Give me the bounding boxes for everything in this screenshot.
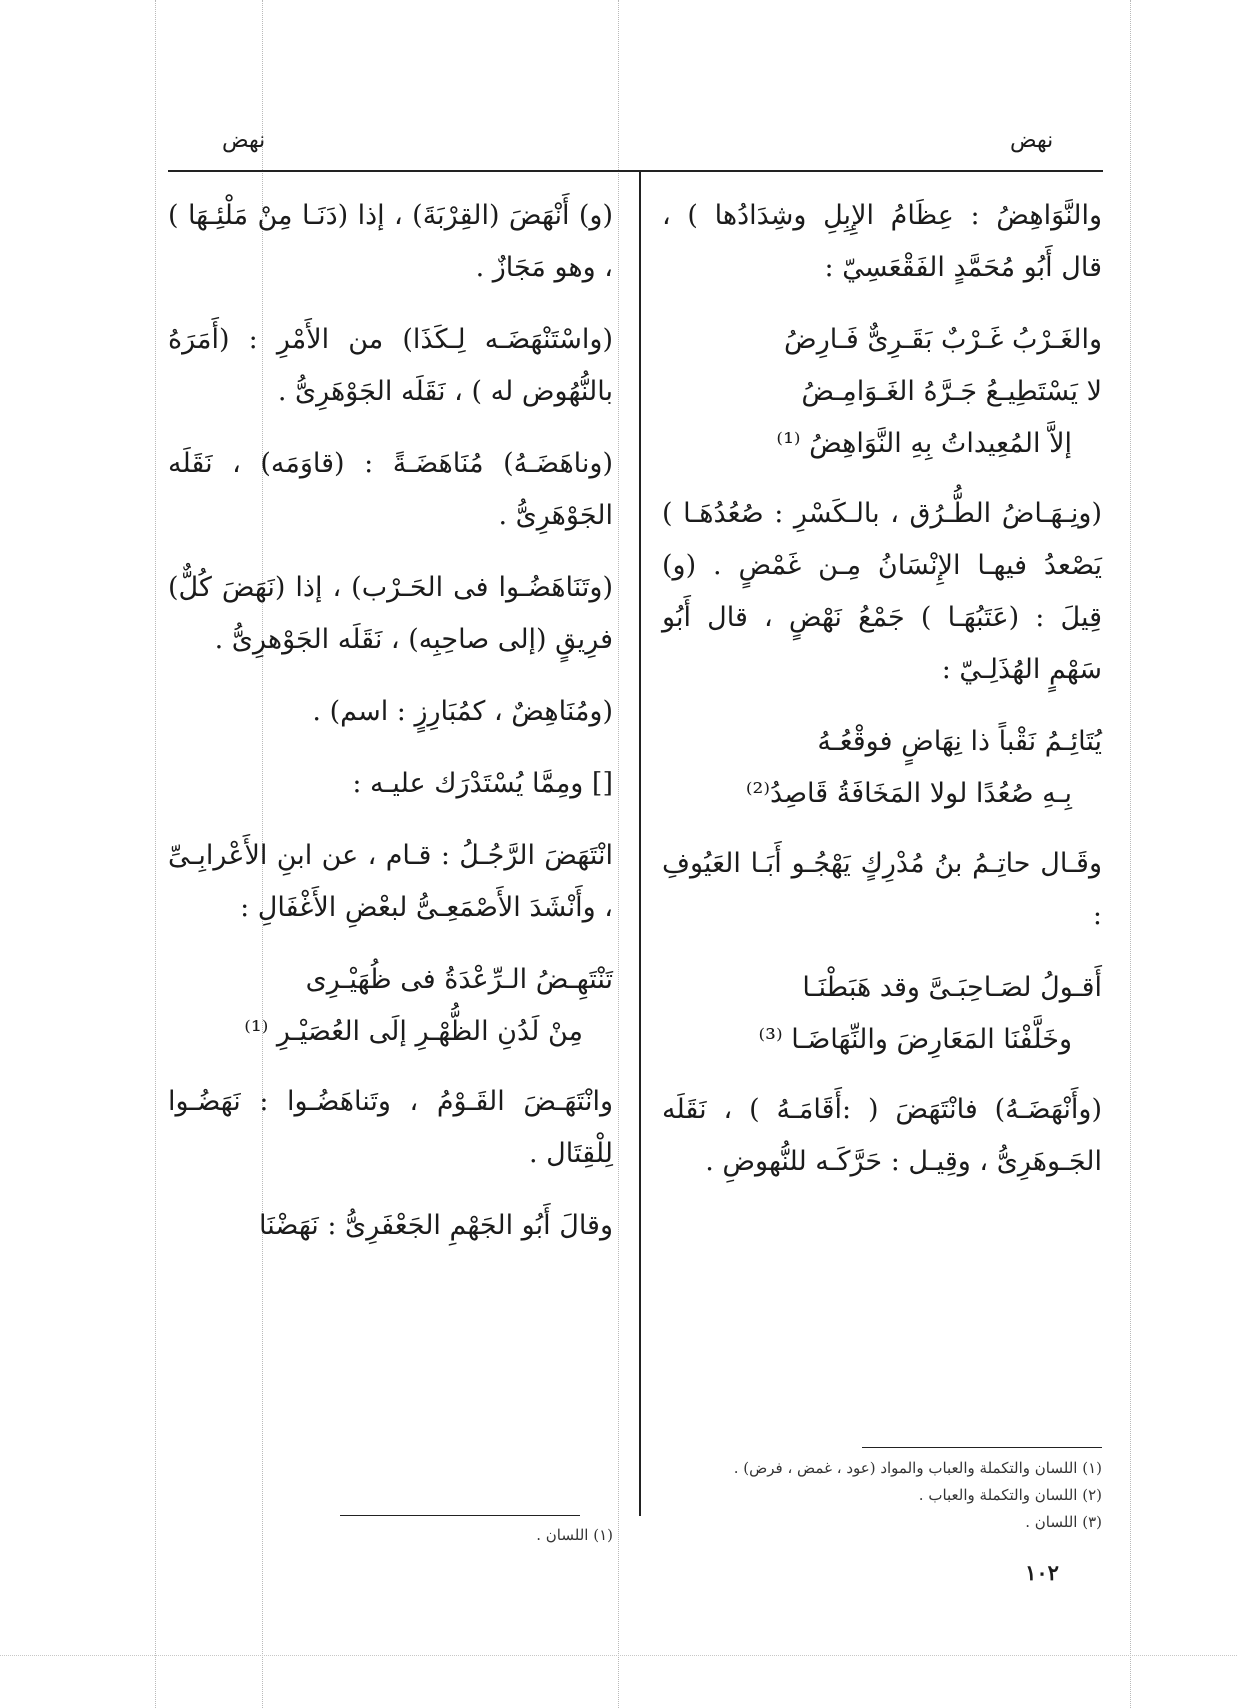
footnote: (٢) اللسان والتكملة والعباب . (918, 1486, 1102, 1504)
right-column (662, 190, 1102, 1208)
entry-paragraph: (واسْتَنْهَضَـه لِـكَذَا) من الأَمْرِ : (أَمَرَهُ بالنُّهُوض له ) ، نَقَلَه الجَوْهَرِىُّ . (168, 324, 613, 407)
poem-verse (662, 314, 1102, 470)
verse-line: بِـهِ صُعُدًا لولا المَخَافَةُ قَاصِدُ⁽²⁾ (745, 778, 1072, 809)
scan-guide-line (0, 1655, 1237, 1656)
verse-line: إلاَّ المُعِيداتُ بِهِ النَّوَاهِضُ ⁽¹⁾ (776, 428, 1072, 459)
verse-line: مِنْ لَدُنِ الظُّهْـرِ إلَى العُصَيْـرِ ⁽¹⁾ (244, 1016, 583, 1047)
entry-paragraph: (وناهَضَـهُ) مُنَاهَضَـةً : (قاوَمَه) ، نَقَلَه الجَوْهَرِىُّ . (168, 448, 613, 531)
footnote-rule (340, 1515, 580, 1516)
entry-paragraph: وقَـال حاتِـمُ بنُ مُدْرِكٍ يَهْجُـو أَبَـا العَيُوفِ : (662, 848, 1102, 931)
poem-verse (662, 962, 1102, 1066)
verse-line: يُتَائِـمُ نَقْباً ذا نِهَاضٍ فوقْعُـهُ (817, 726, 1102, 757)
footnote: (١) اللسان والتكملة والعباب والمواد (عود ، غمض ، فرض) . (733, 1459, 1102, 1477)
scan-guide-line (155, 0, 156, 1708)
verse-line: والغَـرْبُ غَـرْبٌ بَقَـرِىٌّ فَـارِضُ (784, 324, 1102, 355)
verse-line: تَنْتَهِـضُ الـرِّعْدَةُ فى ظُهَيْـرِى (305, 964, 613, 995)
footnote-rule (862, 1447, 1102, 1448)
column-divider (639, 171, 641, 1516)
header-rule (168, 170, 1103, 172)
running-header-left: نهض (222, 128, 266, 153)
entry-paragraph: [] ومِمَّا يُسْتَدْرَك عليـه : (352, 768, 613, 799)
verse-line: لا يَسْتَطِيـعُ جَـرَّهُ الغَـوَامِـضُ (801, 376, 1102, 407)
left-footnotes (168, 1522, 613, 1549)
entry-paragraph: وقالَ أَبُو الجَهْمِ الجَعْفَرِىُّ : نَهَضْنَا (259, 1210, 613, 1241)
scan-guide-line (618, 0, 619, 1708)
entry-paragraph: (ومُنَاهِضٌ ، كمُبَارِزٍ : اسم) . (312, 696, 613, 727)
entry-paragraph: (ونِـهَـاضُ الطُّـرُق ، بالـكَسْرِ : صُعُدُهَـا ) يَصْعدُ فيهـا الإِنْسَانُ مِـن غَمْضٍ . (و) قِيلَ : (عَتَبُهَـا ) جَمْعُ نَهْضٍ ، قال أَبُو سَهْمٍ الهُذَلِـيّ : (662, 498, 1102, 685)
entry-paragraph: والنَّوَاهِضُ : عِظَامُ الإِبِلِ وشِدَادُها ) ، قال أَبُو مُحَمَّدٍ الفَقْعَسِيّ : (662, 200, 1102, 283)
poem-verse (168, 954, 613, 1058)
entry-paragraph: (وأَنْهَضَـهُ) فانْتَهَضَ ( :أَقَامَـهُ ) ، نَقَلَه الجَـوهَرِىُّ ، وقِيـل : حَرَّكَـه للنُّهوضِ . (662, 1094, 1102, 1177)
entry-paragraph: وانْتَهَـضَ القَـوْمُ ، وتَناهَضُـوا : نَهَضُـوا لِلْقِتَال . (168, 1086, 613, 1169)
footnote: (١) اللسان . (536, 1526, 613, 1544)
verse-line: وخَلَّفْنَا المَعَارِضَ والنِّهَاضَـا ⁽³⁾ (758, 1024, 1072, 1055)
footnote: (٣) اللسان . (1025, 1513, 1102, 1531)
right-footnotes (662, 1455, 1102, 1536)
entry-paragraph: (و) أَنْهَضَ (القِرْبَةَ) ، إذا (دَنَـا مِنْ مَلْئِـهَا ) ، وهو مَجَازٌ . (168, 200, 613, 283)
entry-paragraph: (وتَنَاهَضُـوا فى الحَـرْب) ، إذا (نَهَضَ كُلٌّ) فرِيقٍ (إلى صاحِبِه) ، نَقَلَه الجَوْهرِىُّ . (168, 572, 613, 655)
left-column (168, 190, 613, 1272)
running-header-right: نهض (1010, 128, 1054, 153)
page-number: ١٠٢ (1025, 1560, 1059, 1585)
scan-guide-line (1130, 0, 1131, 1708)
verse-line: أَقـولُ لصَـاحِبَـىَّ وقد هَبَطْنَـا (802, 972, 1102, 1003)
poem-verse (662, 716, 1102, 820)
entry-paragraph: انْتَهَضَ الرَّجُـلُ : قـام ، عن ابنِ الأَعْرابِـىِّ ، وأَنْشَدَ الأَصْمَعِـىُّ لبعْضِ الأَغْفَالِ : (168, 840, 613, 923)
